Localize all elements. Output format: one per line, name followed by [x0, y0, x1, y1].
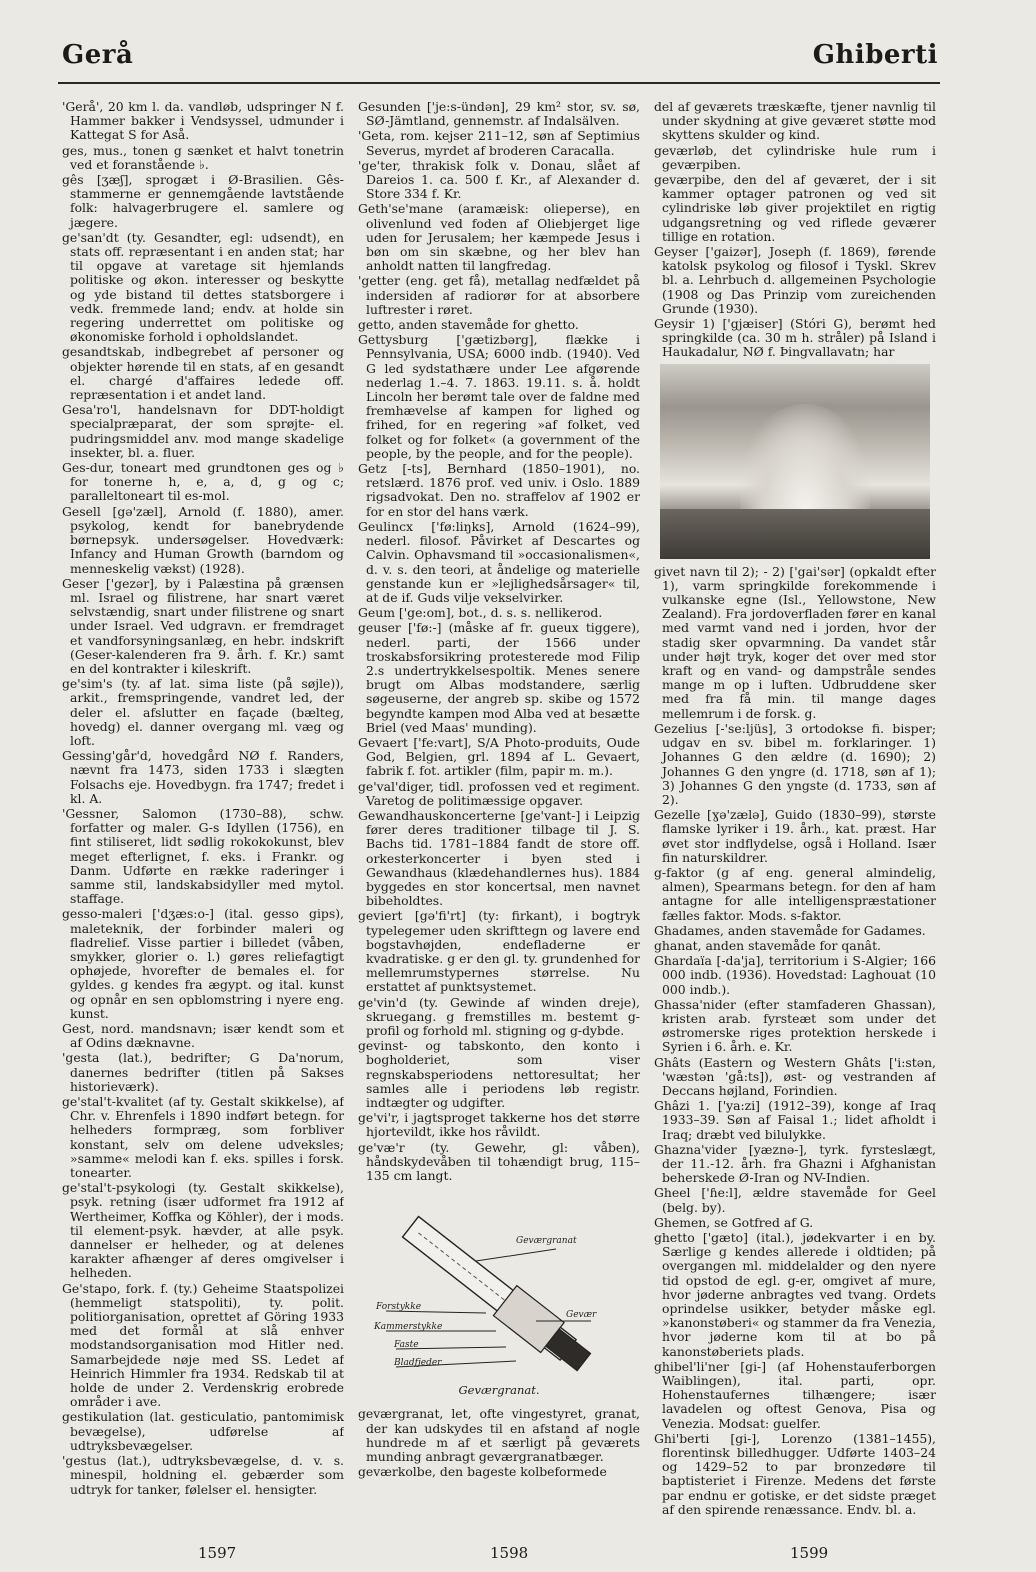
dictionary-entry: gesandtskab, indbegrebet af personer og objekter hørende til en stats, af en gesandt el. chargé d'affaires ledede off. repræsentation i et andet land.	[62, 344, 344, 403]
dictionary-entry: gês [ʒæʃ], sprogæt i Ø-Brasilien. Gês-stammerne er gennemgående lavtstående folk: halvagerbrugere el. samlere og jægere.	[62, 172, 344, 230]
dictionary-entry: gestikulation (lat. gesticulatio, pantomimisk bevægelse), udførelse af udtryksbevægelser.	[62, 1409, 344, 1453]
column-3-entries-bottom	[654, 565, 936, 1517]
dictionary-entry: Ge'stapo, fork. f. (ty.) Geheime Staatspolizei (hemmeligt statspoliti), ty. polit. politiorganisation, oprettet af Göring 1933 med det formål at slå enhver modstandsorganisation mod Hitler ned. Samarbejdede nøje med SS. Ledet af Heinrich Himmler fra 1934. Redskab til at holde de under 2. Verdenskrig erobrede områder i ave.	[62, 1280, 344, 1410]
dictionary-entry: Gessing'går'd, hovedgård NØ f. Randers, nævnt fra 1473, siden 1733 i slægten Folsachs eje. Hovedbygn. fra 1747; fredet i kl. A.	[62, 748, 344, 806]
dictionary-entry: geværkolbe, den bageste kolbeformede	[358, 1464, 607, 1480]
geyser-ground	[660, 509, 930, 559]
column-2-entries-bottom	[358, 1407, 640, 1479]
dictionary-entry: gesso-maleri ['dʒæs:o-] (ital. gesso gips), maleteknik, der forbinder maleri og fladrelief. Visse partier i billedet (våben, smykker, glorier o. l.) gøres reliefagtigt ophøjede, hvorefter de bemales el. for gyldes. g kendes fra ægypt. og ital. kunst og opnår en sen opblomstring i nyere eng. kunst.	[62, 906, 344, 1021]
dictionary-entry: getto, anden stavemåde for ghetto.	[358, 317, 579, 333]
dictionary-entry: Geyser ['gaizər], Joseph (f. 1869), førende katolsk psykolog og filosof i Tyskl. Skrev bl. a. Lehrbuch d. allgemeinen Psychologie (1908 og Das Prinzip vom zureichenden Grunde (1930).	[654, 244, 936, 316]
page-number-left: 1597	[198, 1544, 237, 1562]
dictionary-entry: ge'stal't-kvalitet (af ty. Gestalt skikkelse), af Chr. v. Ehrenfels i 1890 indført betegn. for helheders formpræg, som forbliver konstant, selv om delene udveksles; »samme« melodi kan f. eks. spilles i forsk. tonearter.	[62, 1094, 344, 1181]
label-forstykke: Forstykke	[376, 1302, 422, 1313]
dictionary-entry: Gheel ['ɦe:l], ældre stavemåde for Geel (belg. by).	[654, 1185, 936, 1215]
dictionary-entry: Geum ['ge:om], bot., d. s. s. nellikerod.	[358, 605, 603, 621]
dictionary-entry: Geth'se'mane (aramæisk: olieperse), en olivenlund ved foden af Oliebjerget lige uden for Jerusalem; her kæmpede Jesus i bøn om sin skæbne, og her blev han anholdt natten til langfredag.	[358, 201, 640, 274]
dictionary-entry: Ghi'berti [gi-], Lorenzo (1381–1455), florentinsk billedhugger. Udførte 1403–24 og 1429–52 to par bronzedøre til baptisteriet i Firenze. Medens det første par endnu er gotiske, er det sidste præget af den spirende renæssance. Endv. bl. a.	[654, 1430, 936, 1517]
dictionary-entry: Gesa'ro'l, handelsnavn for DDT-holdigt specialpræparat, der som sprøjte- el. pudringsmiddel anv. mod mange skadelige insekter, bl. a. fluer.	[62, 402, 344, 460]
label-kammerstykke: Kammerstykke	[374, 1322, 443, 1333]
header-rule	[58, 82, 940, 84]
dictionary-entry: geuser ['fø:-] (måske af fr. gueux tiggere), nederl. parti, der 1566 under troskabsforsikring protesterede mod Filip 2.s undertrykkelsespoltik. Menes senere brugt om Albas modstandere, særlig søgeuserne, der angreb sp. skibe og 1572 begyndte kampen mod Alba ved at besætte Briel (ved Maas' munding).	[358, 620, 640, 735]
dictionary-entry: ge'vin'd (ty. Gewinde af winden dreje), skruegang. g fremstilles m. bestemt g-profil og forhold ml. stigning og g-dybde.	[358, 994, 640, 1038]
dictionary-entry: Ghardaïa [-da'ja], territorium i S-Algier; 166 000 indb. (1936). Hovedstad: Laghouat (10 000 indb.).	[654, 953, 936, 997]
dictionary-entry: 'getter (eng. get få), metallag nedfældet på indersiden af radiorør for at absorbere luftrester i røret.	[358, 273, 640, 317]
dictionary-entry: Ghassa'nider (efter stamfaderen Ghassan), kristen arab. fyrsteæt som under det østromerske riges protektion herskede i Syrien i 6. årh. e. Kr.	[654, 996, 936, 1055]
dictionary-entry: geværgranat, let, ofte vingestyret, granat, der kan udskydes til en afstand af nogle hundrede m af et særligt på geværets munding anbragt geværgranatbæger.	[358, 1406, 640, 1465]
label-faste: Faste	[394, 1340, 419, 1351]
dictionary-entry: g-faktor (g af eng. general almindelig, almen), Spearmans betegn. for den af ham antagne for alle intelligenspræstationer fælles faktor. Mods. s-faktor.	[654, 864, 936, 923]
grenade-drawing	[366, 1191, 626, 1401]
dictionary-entry: geværløb, det cylindriske hule rum i geværpiben.	[654, 142, 936, 172]
dictionary-entry: 'gesta (lat.), bedrifter; G Da'norum, danernes bedrifter (titlen på Sakses historieværk).	[62, 1050, 344, 1094]
dictionary-entry: ges, mus., tonen g sænket et halvt tonetrin ved et foranstående ♭.	[62, 142, 344, 172]
dictionary-entry: 'Geta, rom. kejser 211–12, søn af Septimius Severus, myrdet af broderen Caracalla.	[358, 128, 640, 158]
dictionary-entry: del af geværets træskæfte, tjener navnlig til under skydning at give geværet støtte mod skyttens skulder og kind.	[654, 100, 936, 143]
column-2	[358, 100, 640, 1540]
dictionary-entry: 'gestus (lat.), udtryksbevægelse, d. v. s. minespil, holdning el. gebærder som udtryk for tanker, følelser el. hensigter.	[62, 1453, 344, 1497]
dictionary-entry: ge'stal't-psykologi (ty. Gestalt skikkelse), psyk. retning (især udformet fra 1912 af Wertheimer, Koffka og Köhler), der i mods. til element-psyk. hævder, at alle psyk. dannelser er helheder, og at delenes karakter afhænger af deres omgivelser i helheden.	[62, 1180, 344, 1281]
page-number-middle: 1598	[490, 1544, 529, 1562]
column-1	[62, 100, 344, 1540]
dictionary-entry: ge'san'dt (ty. Gesandter, egl: udsendt), en stats off. repræsentant i en anden stat; har til opgave at varetage sit hjemlands politiske og økon. interesser og beskytte og yde bistand til dettes statsborgere i vedk. fremmede land; endv. at holde sin regering underrettet om politiske og økonomiske forhold i opholdslandet.	[62, 229, 344, 345]
grenade-caption: Geværgranat.	[458, 1383, 540, 1398]
dictionary-entry: Ghâts (Eastern og Western Ghâts ['i:stən, 'wæstən 'gå:ts]), øst- og vestranden af Deccans højland, Forindien.	[654, 1054, 936, 1098]
dictionary-entry: Geysir 1) ['gjæiser] (Stóri G), berømt hed springkilde (ca. 30 m h. stråler) på Island i Haukadalur, NØ f. Þingvallavatn; har	[654, 316, 936, 360]
geyser-photo	[660, 364, 930, 559]
dictionary-entry: givet navn til 2); - 2) ['gai'sər] (opkaldt efter 1), varm springkilde forekommende i vulkanske egne (Isl., Yellowstone, New Zealand). Fra jordoverfladen fører en kanal med varmt vand ned i jorden, hvor der stadig sker opvarmning. Da vandet står under højt tryk, koger det over med stor kraft og en vand- og dampstråle sendes mange m op i luften. Udbruddene sker med fra få min. til mange dages mellemrum i de forsk. g.	[654, 563, 936, 721]
dictionary-entry: 'Gerå', 20 km l. da. vandløb, udspringer N f. Hammer bakker i Vendsyssel, udmunder i Kattegat S for Aså.	[62, 100, 344, 143]
dictionary-entry: Geulincx ['fø:liŋks], Arnold (1624–99), nederl. filosof. Påvirket af Descartes og Calvin. Ophavsmand til »occasionalismen«, d. v. s. den teori, at åndelige og materielle genstande kun er »lejlighedsårsager« til, at de if. Guds vilje vekselvirker.	[358, 518, 640, 605]
dictionary-entry: ghanat, anden stavemåde for qanât.	[654, 937, 881, 953]
dictionary-entry: Ghazna'vider [yæznə-], tyrk. fyrsteslægt, der 11.-12. årh. fra Ghazni i Afghanistan beherskede Ø-Iran og NV-Indien.	[654, 1141, 936, 1186]
dictionary-entry: ge'val'diger, tidl. profossen ved et regiment. Varetog de politimæssige opgaver.	[358, 778, 640, 808]
dictionary-entry: Ghâzi 1. ['ya:zi] (1912–39), konge af Iraq 1933–39. Søn af Faisal 1.; lidet afholdt i Iraq; dræbt ved bilulykke.	[654, 1098, 936, 1142]
dictionary-entry: 'ge'ter, thrakisk folk v. Donau, slået af Dareios 1. ca. 500 f. Kr., af Alexander d. Store 334 f. Kr.	[358, 157, 640, 202]
page-number-right: 1599	[790, 1544, 829, 1562]
grenade-illustration	[366, 1191, 626, 1401]
dictionary-entry: gevinst- og tabskonto, den konto i bogholderiet, som viser regnskabsperiodens nettoresultat; her samles alle i periodens løb registr. indtægter og udgifter.	[358, 1038, 640, 1111]
dictionary-entry: Ges-dur, toneart med grundtonen ges og ♭ for tonerne h, e, a, d, g og c; paralleltoneart til es-mol.	[62, 460, 344, 504]
label-gevaergranat: Geværgranat	[516, 1236, 577, 1247]
dictionary-entry: Getz [-ts], Bernhard (1850–1901), no. retslærd. 1876 prof. ved univ. i Oslo. 1889 rigsadvokat. Den no. straffelov af 1902 er for en stor del hans værk.	[358, 461, 640, 519]
dictionary-entry: 'Gessner, Salomon (1730–88), schw. forfatter og maler. G-s Idyllen (1756), en fint stiliseret, lidt sødlig rokokokunst, blev meget efterlignet, f. eks. i Frankr. og Danm. Udførte en række raderinger i samme stil, landskabsidyller med mytol. staffage.	[62, 805, 344, 907]
dictionary-entry: Gezelius [-'se:ljüs], 3 ortodokse fi. bisper; udgav en sv. bibel m. forklaringer. 1) Johannes G den ældre (d. 1690); 2) Johannes G den yngre (d. 1718, søn af 1); 3) Johannes G den yngste (d. 1733, søn af 2).	[654, 720, 936, 807]
dictionary-entry: ghetto ['gæto] (ital.), jødekvarter i en by. Særlige g kendes allerede i oldtiden; på overgangen ml. middelalder og den nyere tid opstod de egl. g-er, omgivet af mure, hvor jøderne anbragtes ved tvang. Ordets oprindelse usikker, betyder måske egl. »kanonstøberi« og stammer da fra Venezia, hvor jøderne kom til at bo på kanonstøberiets plads.	[654, 1230, 936, 1359]
dictionary-entry: geværpibe, den del af geværet, der i sit kammer optager patronen og ved sit cylindriske løb giver projektilet en rigtig udgangsretning og ved riflede geværer tillige en rotation.	[654, 172, 936, 244]
column-3-entries-top	[654, 100, 936, 360]
dictionary-entry: Geser ['gezər], by i Palæstina på grænsen ml. Israel og filistrene, har snart været selvstændig, snart under filistrene og snart under Israel. Ved udgravn. er fremdraget et vandforsyningsanlæg, en hebr. indskrift (Geser-kalenderen fra 9. årh. f. Kr.) samt en del kontrakter i kileskrift.	[62, 575, 344, 676]
dictionary-entry: Gettysburg ['gætizbərg], flække i Pennsylvania, USA; 6000 indb. (1940). Ved G led sydstathære under Lee afgørende nederlag 1.–4. 7. 1863. 19.11. s. å. holdt Lincoln her berømt tale over de faldne med fremhævelse af kampen for lighed og frihed, for en regering »af folket, ved folket og for folket« (a government of the people, by the people, and for the people).	[358, 332, 640, 461]
dictionary-entry: Ghadames, anden stavemåde for Gadames.	[654, 922, 926, 938]
column-2-entries-top	[358, 100, 640, 1183]
dictionary-entry: ge'væ'r (ty. Gewehr, gl: våben), håndskydevåben til tohændigt brug, 115–135 cm langt.	[358, 1139, 640, 1184]
label-gevaer: Gevær	[566, 1310, 597, 1321]
running-head-right: Ghiberti	[812, 40, 938, 70]
dictionary-entry: Gesunden ['je:s-ündən], 29 km² stor, sv. sø, SØ-Jämtland, gennemstr. af Indalsälven.	[358, 100, 640, 129]
dictionary-entry: geviert [gə'fi'rt] (ty: firkant), i bogtryk typelegemer uden skrifttegn og lavere end bogstavhøjden, endefladerne er kvadratiske. g er den gl. ty. grundenhed for mellemrumstypernes størrelse. Nu erstattet af punktsystemet.	[358, 908, 640, 995]
running-head-left: Gerå	[62, 40, 134, 70]
dictionary-entry: Gevaert ['fe:vart], S/A Photo-produits, Oude God, Belgien, grl. 1894 af L. Gevaert, fabrik f. fot. artikler (film, papir m. m.).	[358, 734, 640, 779]
dictionary-entry: Gesell [gə'zæl], Arnold (f. 1880), amer. psykolog, kendt for banebrydende børnepsyk. undersøgelser. Hovedværk: Infancy and Human Growth (barndom og menneskelig vækst) (1928).	[62, 503, 344, 576]
dictionary-entry: Ghemen, se Gotfred af G.	[654, 1214, 814, 1230]
dictionary-entry: Gest, nord. mandsnavn; især kendt som et af Odins dæknavne.	[62, 1021, 344, 1051]
column-3	[654, 100, 936, 1540]
dictionary-entry: Gewandhauskoncerterne [ge'vant-] i Leipzig fører deres traditioner tilbage til J. S. Bachs tid. 1781–1884 fandt de store off. orkesterkoncerter i byen sted i Gewandhaus (klædehandlernes hus). 1884 byggedes en stor koncertsal, men navnet bibeholdtes.	[358, 807, 640, 909]
dictionary-entry: ghibel'li'ner [gi-] (af Hohenstauferborgen Waiblingen), ital. parti, opr. Hohenstaufernes tilhængere; især lavadelen og oftest Genova, Pisa og Venezia. Modsat: guelfer.	[654, 1358, 936, 1431]
dictionary-entry: ge'vi'r, i jagtsproget takkerne hos det større hjortevildt, ikke hos råvildt.	[358, 1110, 640, 1140]
dictionary-entry: Gezelle [ɣə'zælə], Guido (1830–99), største flamske lyriker i 19. årh., kat. præst. Har øvet stor indflydelse, også i Holland. Især fin naturskildrer.	[654, 807, 936, 865]
dictionary-entry: ge'sim's (ty. af lat. sima liste (på søjle)), arkit., fremspringende, vandret led, der deler el. afslutter en façade (bælteg, hovedg) el. danner overgang ml. væg og loft.	[62, 676, 344, 748]
label-bladfjeder: Bladfjeder	[394, 1358, 442, 1369]
